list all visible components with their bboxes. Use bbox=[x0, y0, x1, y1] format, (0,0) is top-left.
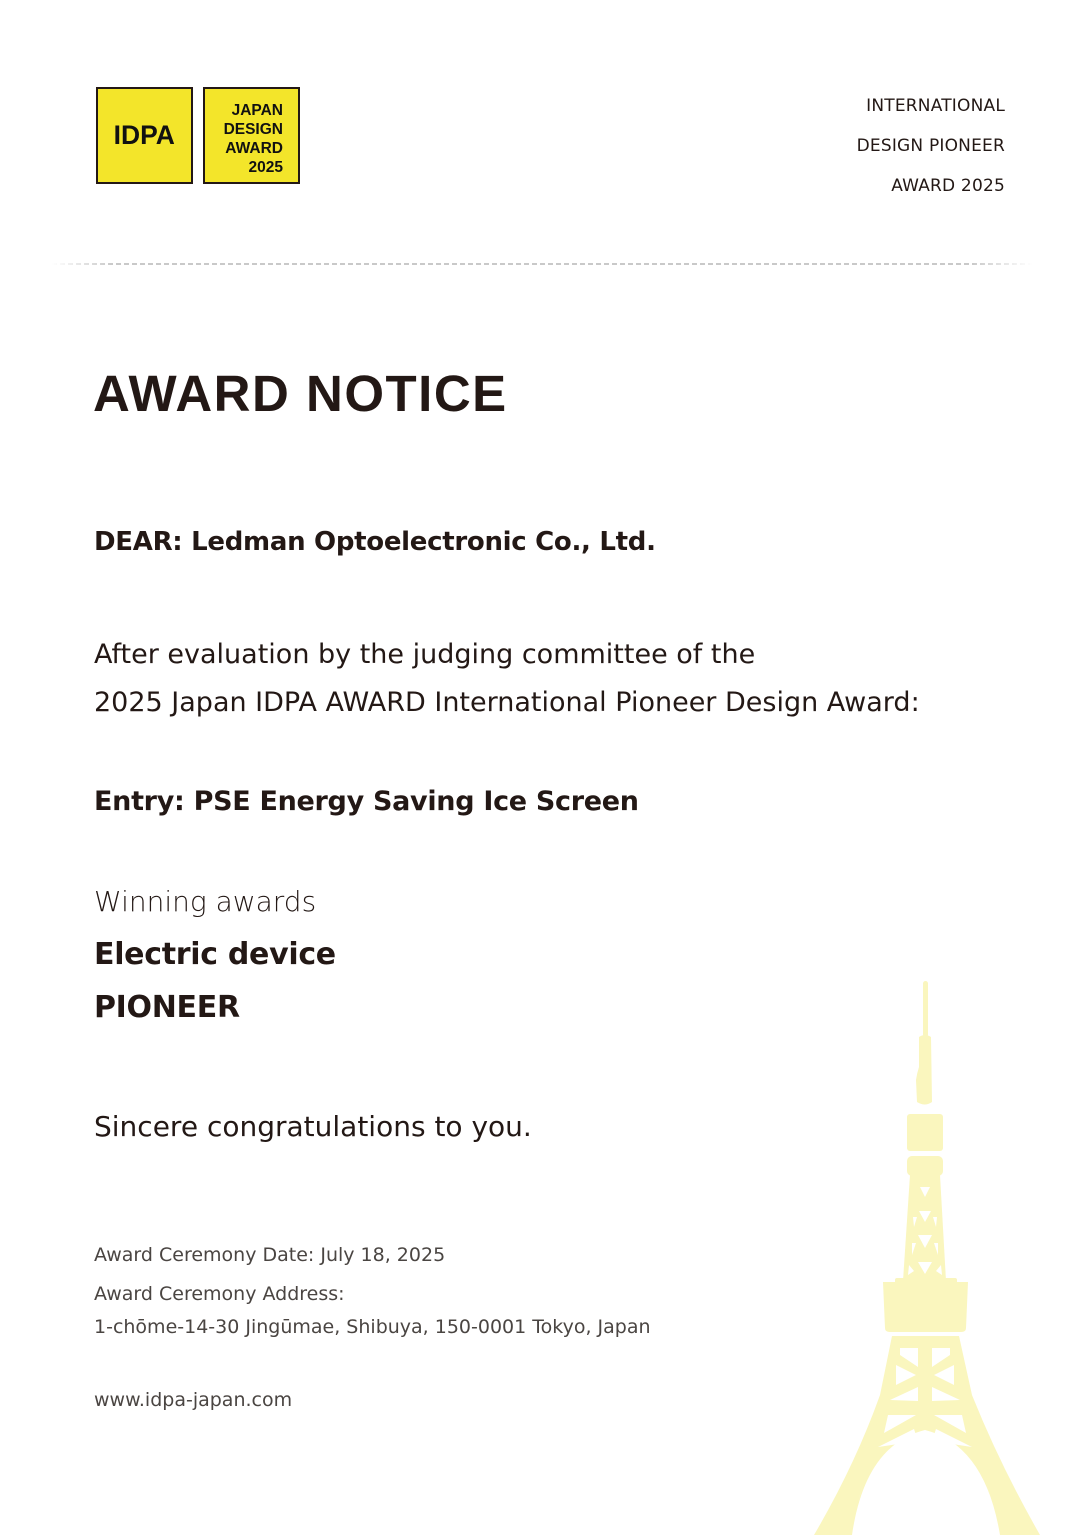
logo-line: JAPAN bbox=[231, 102, 283, 119]
logo-line: DESIGN bbox=[223, 121, 283, 138]
tokyo-tower-icon bbox=[800, 975, 1060, 1536]
award-level: PIONEER bbox=[94, 990, 240, 1025]
dotted-divider bbox=[52, 263, 1032, 265]
congratulations-text: Sincere congratulations to you. bbox=[94, 1110, 532, 1143]
heading-line: AWARD 2025 bbox=[891, 176, 1005, 196]
ceremony-address: 1-chōme-14-30 Jingūmae, Shibuya, 150-0001 Tokyo, Japan bbox=[94, 1316, 651, 1338]
award-category: Electric device bbox=[94, 937, 336, 972]
intro-paragraph bbox=[94, 631, 920, 727]
japan-design-award-logo bbox=[203, 87, 300, 184]
intro-line: 2025 Japan IDPA AWARD International Pioneer Design Award: bbox=[94, 687, 920, 718]
award-program-heading bbox=[857, 86, 1005, 206]
heading-line: DESIGN PIONEER bbox=[856, 136, 1005, 156]
idpa-logo-text: IDPA bbox=[113, 120, 176, 150]
logo-line: 2025 bbox=[248, 159, 283, 176]
entry-line: Entry: PSE Energy Saving Ice Screen bbox=[94, 786, 639, 817]
logo-line: AWARD bbox=[225, 140, 283, 157]
intro-line: After evaluation by the judging committee of the bbox=[94, 639, 756, 670]
recipient-line: DEAR: Ledman Optoelectronic Co., Ltd. bbox=[94, 527, 656, 557]
ceremony-date: Award Ceremony Date: July 18, 2025 bbox=[94, 1244, 446, 1266]
heading-line: INTERNATIONAL bbox=[866, 96, 1005, 116]
ceremony-address-label: Award Ceremony Address: bbox=[94, 1283, 345, 1305]
idpa-logo bbox=[96, 87, 193, 184]
page-title: AWARD NOTICE bbox=[93, 365, 508, 422]
website-link[interactable]: www.idpa-japan.com bbox=[94, 1389, 293, 1411]
winning-awards-label: Winning awards bbox=[94, 885, 317, 918]
